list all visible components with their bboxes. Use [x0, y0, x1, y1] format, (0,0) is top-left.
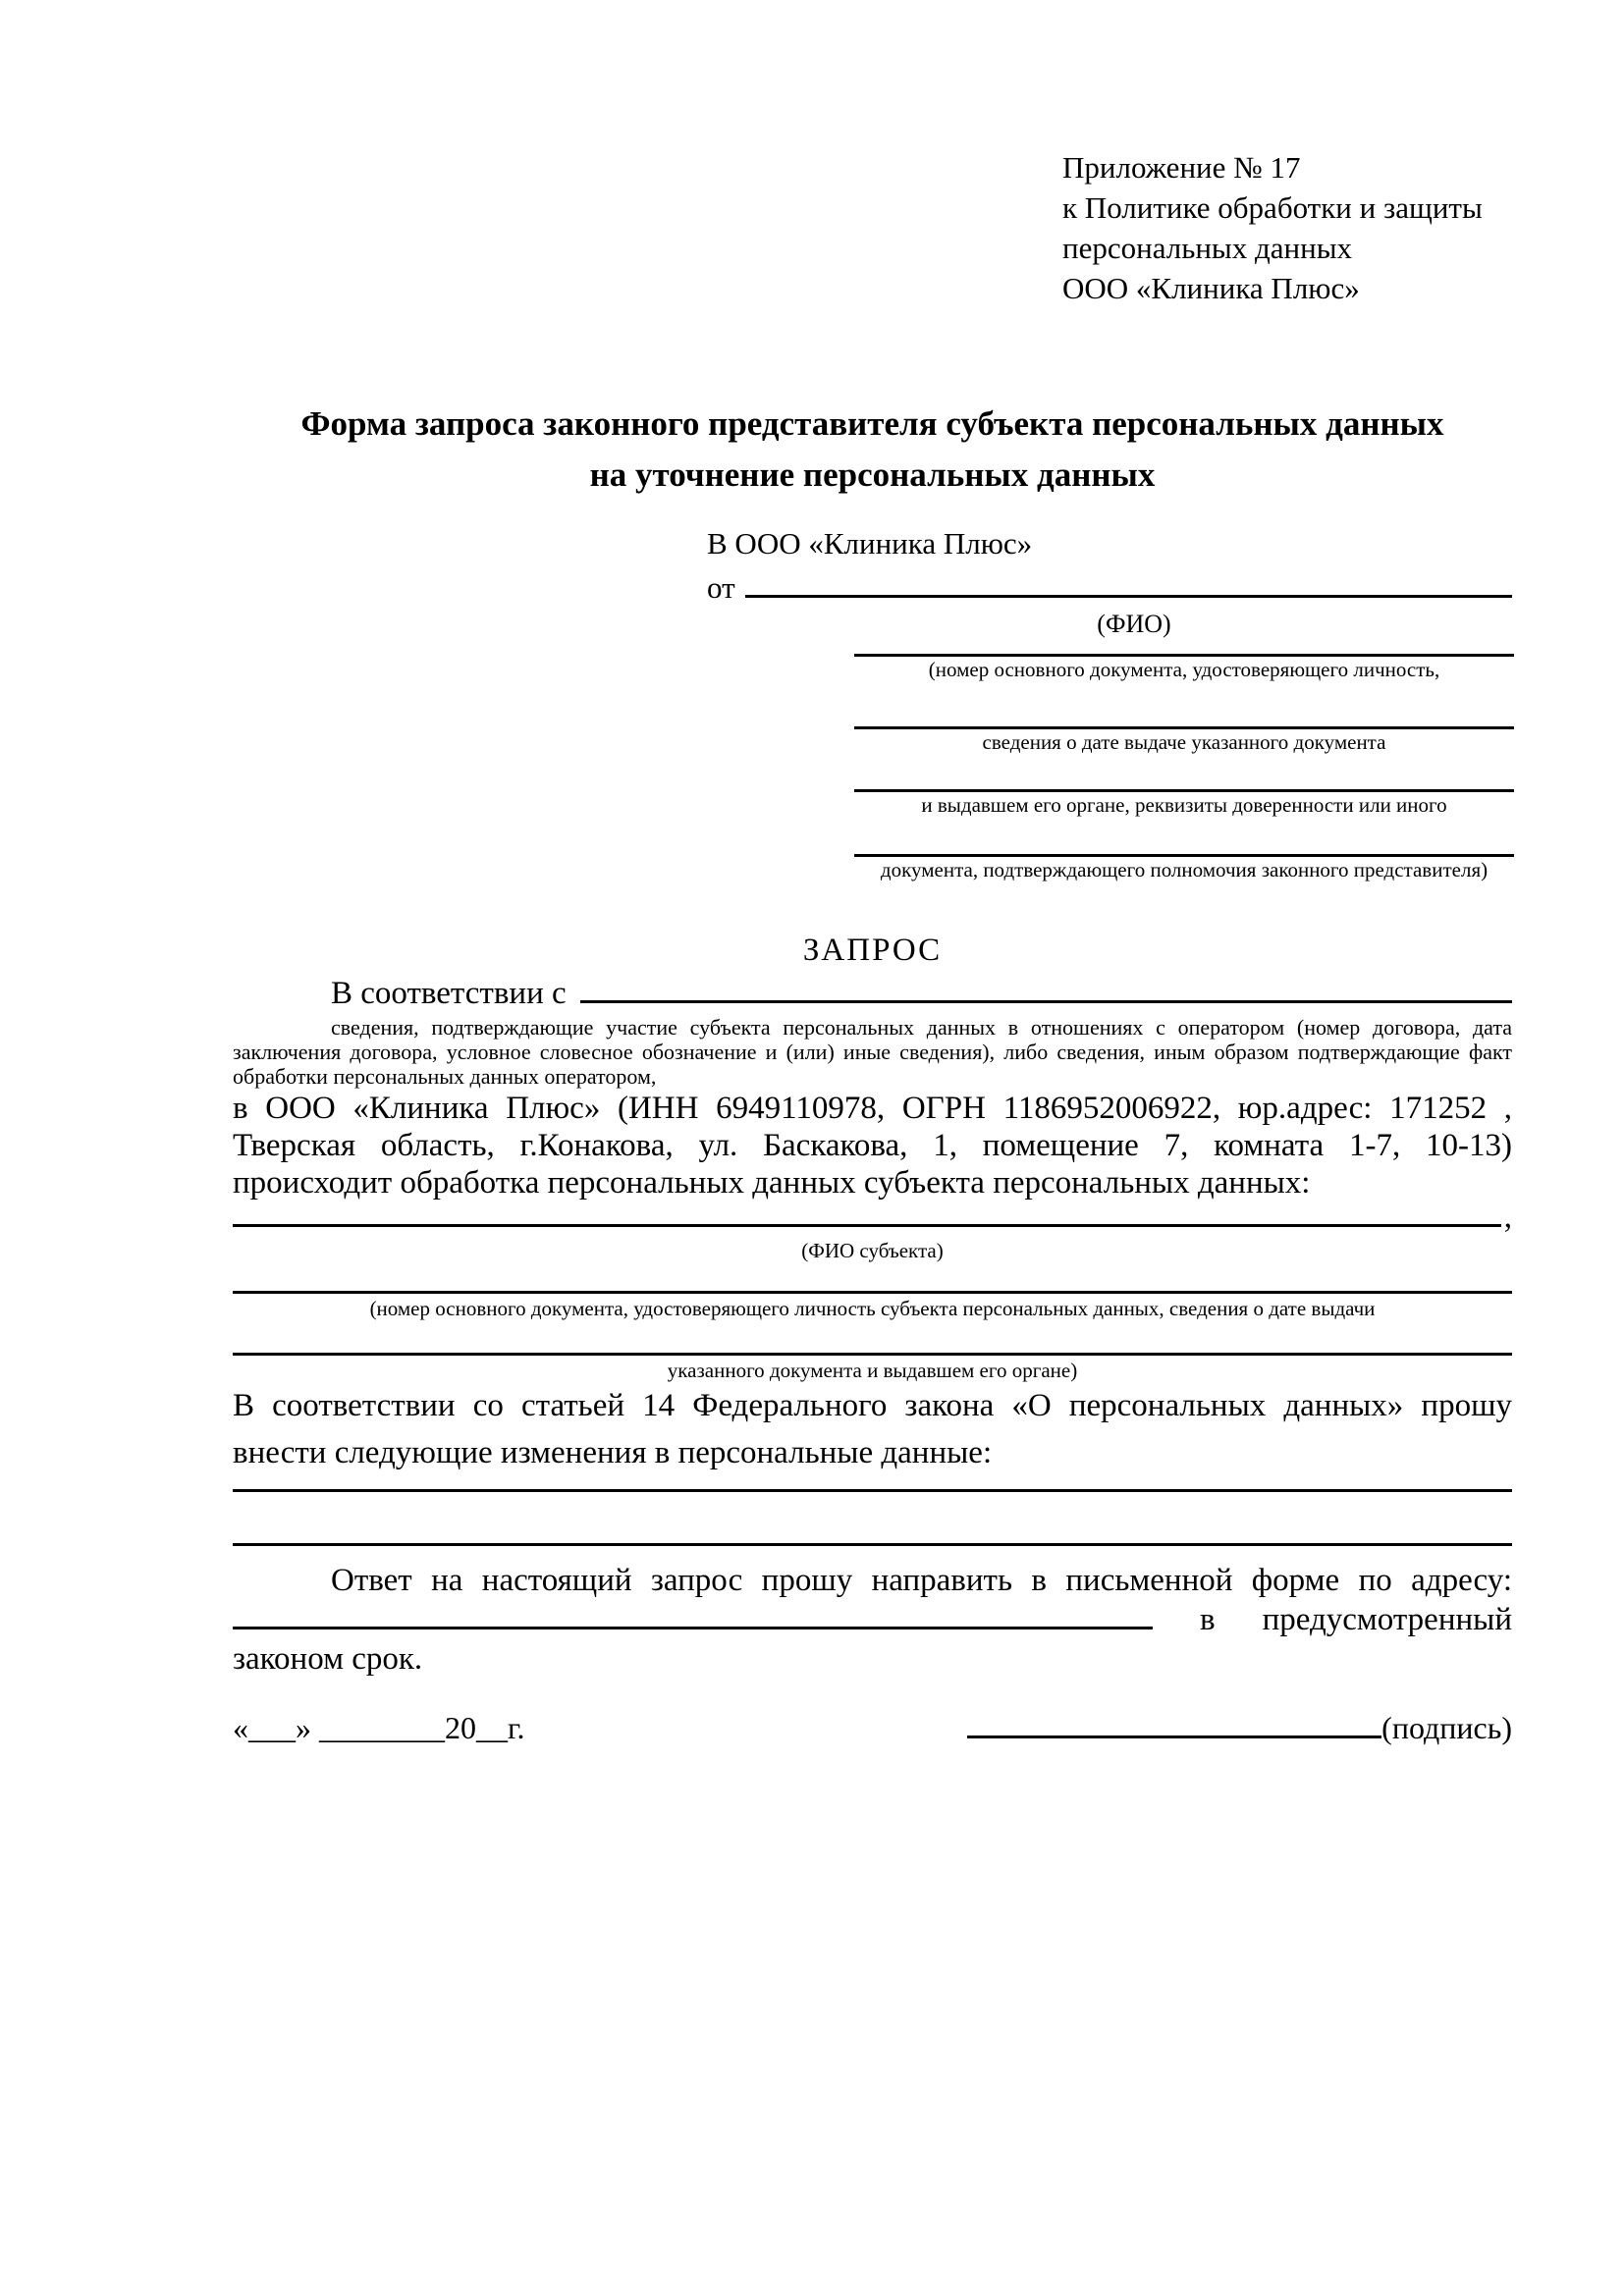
law-paragraph-line: внести следующие изменения в персональные данные:	[233, 1435, 993, 1470]
subject-block	[233, 1200, 1512, 1383]
intro-prefix: В соответствии с	[331, 976, 567, 1011]
fill-in-line	[233, 1353, 1512, 1356]
fio-caption: (ФИО)	[1097, 610, 1171, 638]
reply-address-row	[233, 1600, 1512, 1639]
field-caption: (номер основного документа, удостоверяющего личность,	[928, 658, 1440, 681]
appendix-header	[1062, 147, 1483, 308]
field-caption: и выдавшем его органе, реквизиты доверенности или иного	[921, 793, 1447, 817]
from-label: от	[707, 570, 735, 605]
fill-in-line	[580, 1000, 1512, 1003]
signature-line	[967, 1735, 1381, 1738]
operator-paragraph	[233, 1090, 1512, 1201]
subject-fio-caption: (ФИО субъекта)	[801, 1239, 944, 1262]
addressee-org: В ООО «Клиника Плюс»	[707, 526, 1033, 561]
reply-paragraph-line: Ответ на настоящий запрос прошу направить в письменной форме по адресу:	[331, 1563, 1512, 1598]
document-title-line: Форма запроса законного представителя субъекта персональных данных	[300, 404, 1444, 443]
date-field: «___» ________20__г.	[233, 1710, 525, 1745]
intro-caption-line: обработки персональных данных оператором,	[233, 1064, 657, 1089]
document-title	[233, 399, 1512, 501]
representative-doc-fields	[854, 618, 1514, 882]
fill-in-line	[233, 1489, 1512, 1492]
intro-caption-line: сведения, подтверждающие участие субъекта персональных данных в отношениях с оператором (номер договора, дата	[331, 1015, 1512, 1040]
intro-caption	[233, 1015, 1512, 1089]
appendix-line: персональных данных	[1062, 231, 1353, 265]
fill-in-line	[233, 1543, 1512, 1546]
operator-paragraph-line: Тверская область, г.Конакова, ул. Баскакова, 1, помещение 7, комната 1-7, 10-13)	[233, 1128, 1512, 1163]
intro-caption-line: заключения договора, условное словесное обозначение и (или) иные сведения), либо сведения, иным образом подтверждающие факт	[233, 1040, 1512, 1064]
appendix-line: Приложение № 17	[1062, 150, 1301, 185]
operator-paragraph-line: в ООО «Клиника Плюс» (ИНН 6949110978, ОГРН 1186952006922, юр.адрес: 171252 ,	[233, 1091, 1512, 1126]
reply-paragraph-line: законом срок.	[233, 1641, 423, 1677]
subject-doc-caption: указанного документа и выдавшем его органе)	[667, 1359, 1078, 1382]
footer-row	[233, 1710, 1512, 1746]
intro-row	[233, 976, 1512, 1012]
law-paragraph-line: В соответствии со статьей 14 Федерального закона «О персональных данных» прошу	[233, 1388, 1512, 1423]
signature-group	[967, 1710, 1512, 1746]
subject-comma: ,	[1503, 1200, 1512, 1235]
document-title-line: на уточнение персональных данных	[589, 455, 1156, 494]
appendix-line: к Политике обработки и защиты	[1062, 190, 1483, 225]
field-caption: документа, подтверждающего полномочия законного представителя)	[880, 858, 1489, 881]
appendix-line: ООО «Клиника Плюс»	[1062, 271, 1360, 305]
reply-word: предусмотренный	[1262, 1602, 1512, 1637]
law-paragraph	[233, 1382, 1512, 1476]
subject-name-row	[233, 1200, 1512, 1236]
fill-in-line	[233, 1224, 1501, 1227]
request-heading: ЗАПРОС	[802, 933, 943, 968]
fill-in-line	[233, 1627, 1153, 1629]
from-row	[707, 568, 1512, 608]
subject-doc-caption: (номер основного документа, удостоверяющего личность субъекта персональных данных, сведения о дате выдачи	[369, 1297, 1376, 1320]
fill-in-line	[745, 595, 1512, 598]
fill-in-line	[233, 1291, 1512, 1294]
reply-paragraph	[233, 1561, 1512, 1679]
field-caption: сведения о дате выдаче указанного документа	[982, 730, 1386, 754]
signature-caption: (подпись)	[1381, 1710, 1512, 1745]
operator-paragraph-line: происходит обработка персональных данных субъекта персональных данных:	[233, 1165, 1311, 1201]
reply-word: в	[1200, 1602, 1216, 1637]
